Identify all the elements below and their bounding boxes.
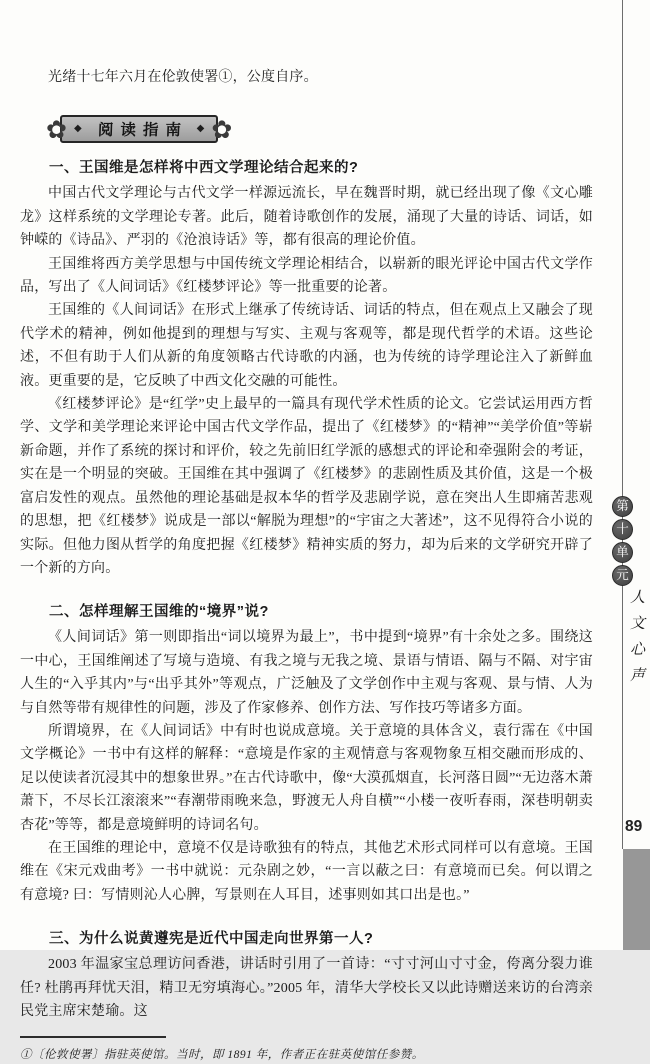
- section-2-paragraph: 《人间词话》第一则即指出“词以境界为最上”，书中提到“境界”有十余处之多。围绕这一中心，王国维阐述了写境与造境、有我之境与无我之境、景语与情语、隔与不隔、对宇宙人生的“入乎其内”与“出乎其外”等观点，广泛触及了文学创作中主观与客观、景与情、人为与自然等带有规律性的问题，涉及了作家修养、创作方法、写作技巧等诸多方面。: [20, 630, 593, 716]
- section-1-paragraph: 《红楼梦评论》是“红学”史上最早的一篇具有现代学术性质的论文。它尝试运用西方哲学、文学和美学理论来评论中国古代文学作品，提出了《红楼梦》的“精神”“美学价值”等崭新命题，并作了系统的探讨和评价，较之先前旧红学派的感想式的评论和牵强附会的考证，实在是一个明显的突破。王国维在其中强调了《红楼梦》的悲剧性质及其价值，这是一个极富启发性的观点。虽然他的理论基础是叔本华的哲学及悲剧学说，意在突出人生即痛苦悲观的思想，把《红楼梦》说成是一部以“解脱为理想”的“宇宙之大著述”，这不见得符合小说的实际。但他力图从哲学的角度把握《红楼梦》精神实质的努力，却为后来的文学研究开辟了一个新的方向。: [20, 397, 593, 576]
- section-1-paragraph: 王国维将西方美学思想与中国传统文学理论相结合，以崭新的眼光评论中国古代文学作品，写出了《人间词话》《红楼梦评论》等一批重要的论著。: [20, 256, 593, 296]
- floret-icon: ✿: [46, 114, 67, 144]
- diamond-icon: ◆: [73, 123, 82, 135]
- section-3: [20, 927, 593, 1023]
- section-2: [20, 600, 593, 907]
- banner-label: 阅读指南: [97, 122, 188, 140]
- section-2-title: 二、怎样理解王国维的“境界”说?: [49, 604, 269, 621]
- unit-char-circle: 十: [612, 519, 633, 540]
- footnote: ①〔伦敦使署〕指驻英使馆。当时，即 1891 年，作者正在驻英使馆任参赞。: [20, 1049, 424, 1062]
- section-3-title: 三、为什么说黄遵宪是近代中国走向世界第一人?: [49, 931, 374, 948]
- diamond-icon: ◆: [196, 123, 205, 135]
- section-1-paragraph: 王国维的《人间词话》在形式上继承了传统诗话、词话的特点，但在观点上又融会了现代学术的精神，例如他提到的理想与写实、主观与客观等，都是现代哲学的术语。这些论述，不但有助于人们从新的角度领略古代诗歌的内涵，也为传统的诗学理论注入了新鲜血液。更重要的是，它反映了中西文化交融的可能性。: [20, 303, 593, 389]
- unit-number-badge: [612, 496, 633, 586]
- unit-title-vertical: 人文心声: [628, 589, 644, 693]
- unit-char-circle: 第: [612, 496, 633, 517]
- section-1-paragraph: 中国古代文学理论与古代文学一样源远流长，早在魏晋时期，就已经出现了像《文心雕龙》这样系统的文学理论专著。此后，随着诗歌创作的发展，涌现了大量的诗话、词话，如钟嵘的《诗品》、严羽的《沧浪诗话》等，都有很高的理论价值。: [20, 186, 593, 249]
- intro-closing-line: 光绪十七年六月在伦敦使署①，公度自序。: [48, 70, 318, 85]
- section-1-title: 一、王国维是怎样将中西文学理论结合起来的?: [49, 160, 359, 177]
- section-3-paragraph: 2003 年温家宝总理访问香港，讲话时引用了一首诗：“寸寸河山寸寸金，侉离分裂力谁任? 杜鹃再拜忧天泪，精卫无穷填海心。”2005 年，清华大学校长又以此诗赠送来访的台湾亲民党主席宋楚瑜。这: [20, 957, 593, 1019]
- sidebar-rule: [622, 0, 623, 849]
- section-2-paragraph: 所谓境界，在《人间词话》中有时也说成意境。关于意境的具体含义，袁行霈在《中国文学概论》一书中有这样的解释：“意境是作家的主观情意与客观物象互相交融而形成的、足以使读者沉浸其中的想象世界。”在古代诗歌中，像“大漠孤烟直，长河落日圆”“无边落木萧萧下，不尽长江滚滚来”“春潮带雨晚来急，野渡无人舟自横”“小楼一夜听春雨，深巷明朝卖杏花”等等，都是意境鲜明的诗词名句。: [20, 723, 593, 833]
- section-2-paragraph: 在王国维的理论中，意境不仅是诗歌独有的特点，其他艺术形式同样可以有意境。王国维在《宋元戏曲考》一书中就说：元杂剧之妙，“一言以蔽之曰：有意境而已矣。何以谓之有意境? 曰：写情则沁人心脾，写景则在人耳目，述事则如其口出是也。”: [20, 840, 593, 903]
- unit-char-circle: 元: [612, 565, 633, 586]
- unit-char-circle: 单: [612, 542, 633, 563]
- page-number: 89: [625, 818, 643, 835]
- floret-icon: ✿: [211, 114, 233, 144]
- banner-bar: [60, 115, 218, 143]
- main-text-column: [20, 0, 593, 1064]
- footnote-divider: [20, 1036, 166, 1038]
- reading-guide-banner: [46, 115, 232, 143]
- page-edge-tab: [623, 849, 650, 950]
- section-1: [20, 156, 593, 580]
